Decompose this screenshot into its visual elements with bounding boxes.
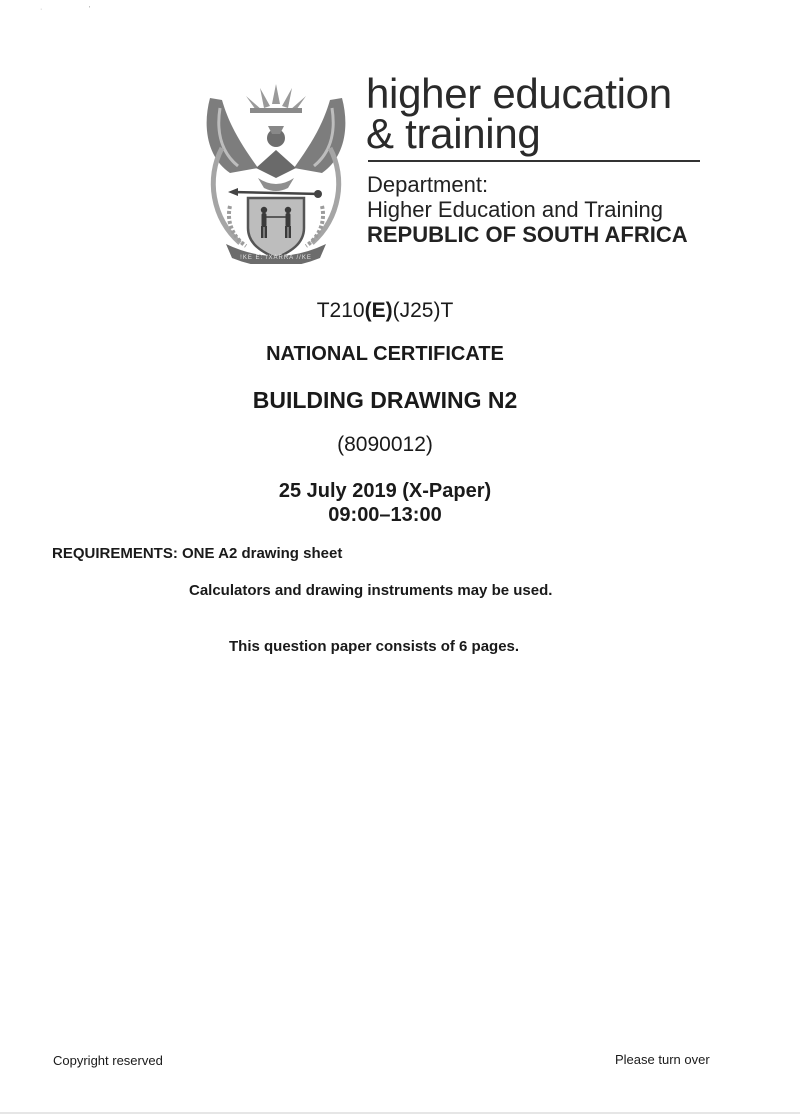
brand-line-2: & training	[366, 110, 541, 157]
exam-date-block	[0, 479, 770, 527]
certificate-title: NATIONAL CERTIFICATE	[266, 343, 504, 365]
exam-time: 09:00–13:00	[328, 504, 442, 526]
paper-code-prefix: T210	[316, 299, 365, 322]
page-count-note: This question paper consists of 6 pages.	[229, 638, 520, 655]
department-name: Higher Education and Training	[367, 197, 663, 222]
requirements-text: REQUIREMENTS: ONE A2 drawing sheet	[52, 545, 343, 562]
paper-code-suffix: (J25)T	[392, 299, 454, 322]
svg-text:!KE E: /XARRA //KE: !KE E: /XARRA //KE	[240, 255, 312, 261]
country-name: REPUBLIC OF SOUTH AFRICA	[367, 222, 688, 247]
paper-code	[0, 299, 770, 323]
department-block	[367, 172, 688, 247]
copyright-text: Copyright reserved	[53, 1053, 163, 1068]
paper-code-language: (E)	[364, 299, 393, 322]
scan-specks: · '	[40, 6, 91, 13]
calculators-note: Calculators and drawing instruments may be used.	[189, 582, 553, 599]
brand-wordmark	[366, 70, 672, 157]
exam-date: 25 July 2019 (X-Paper)	[278, 480, 492, 502]
coat-of-arms-icon	[200, 78, 352, 264]
subject-code: (8090012)	[337, 433, 433, 456]
brand-divider	[368, 160, 700, 162]
page-edge	[0, 1112, 800, 1114]
subject-title: BUILDING DRAWING N2	[252, 387, 518, 413]
brand-line-1: higher education	[366, 70, 672, 117]
department-label: Department:	[367, 172, 489, 197]
turn-over-text: Please turn over	[615, 1052, 710, 1067]
